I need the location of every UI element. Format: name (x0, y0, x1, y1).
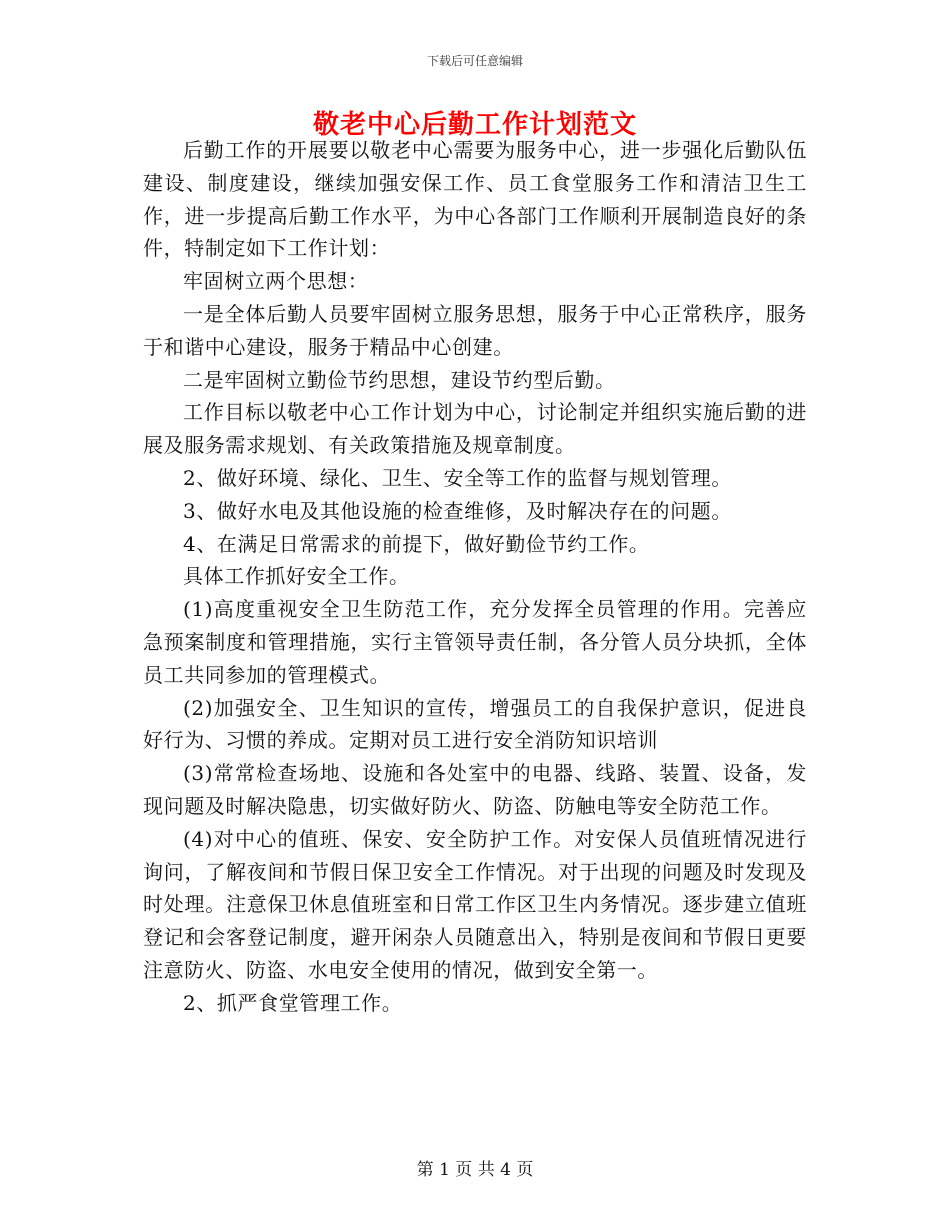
paragraph: (3)常常检查场地、设施和各处室中的电器、线路、装置、设备，发现问题及时解决隐患，切实做好防火、防盗、防触电等安全防范工作。 (143, 761, 807, 818)
paragraph: 工作目标以敬老中心工作计划为中心，讨论制定并组织实施后勤的进展及服务需求规划、有关政策措施及规章制度。 (143, 400, 807, 458)
paragraph: 后勤工作的开展要以敬老中心需要为服务中心，进一步强化后勤队伍建设、制度建设，继续加强安保工作、员工食堂服务工作和清洁卫生工作，进一步提高后勤工作水平，为中心各部门工作顺利开展制造良好的条件，特制定如下工作计划： (143, 138, 807, 261)
paragraph: 牢固树立两个思想： (183, 269, 369, 294)
paragraph: 3、做好水电及其他设施的检查维修，及时解决存在的问题。 (183, 498, 732, 523)
paragraph: (2)加强安全、卫生知识的宣传，增强员工的自我保护意识，促进良好行为、习惯的养成。定期对员工进行安全消防知识培训 (143, 695, 807, 753)
paragraph: 一是全体后勤人员要牢固树立服务思想，服务于中心正常秩序，服务于和谐中心建设，服务于精品中心创建。 (143, 301, 807, 359)
page-footer: 第 1 页 共 4 页 (416, 1160, 534, 1180)
header-note: 下载后可任意编辑 (426, 54, 523, 68)
document-title: 敬老中心后勤工作计划范文 (312, 110, 637, 140)
paragraph: 2、做好环境、绿化、卫生、安全等工作的监督与规划管理。 (183, 465, 732, 490)
paragraph: 4、在满足日常需求的前提下，做好勤俭节约工作。 (183, 531, 650, 556)
paragraph: 二是牢固树立勤俭节约思想，建设节约型后勤。 (183, 367, 616, 392)
paragraph: (1)高度重视安全卫生防范工作，充分发挥全员管理的作用。完善应急预案制度和管理措施，实行主管领导责任制，各分管人员分块抓，全体员工共同参加的管理模式。 (143, 597, 807, 687)
paragraph: (4)对中心的值班、保安、安全防护工作。对安保人员值班情况进行询问，了解夜间和节假日保卫安全工作情况。对于出现的问题及时发现及时处理。注意保卫休息值班室和日常工作区卫生内务情况。逐步建立值班登记和会客登记制度，避开闲杂人员随意出入，特别是夜间和节假日更要注意防火、防盗、水电安全使用的情况，做到安全第一。 (143, 826, 807, 982)
paragraph: 2、抓严食堂管理工作。 (183, 990, 403, 1015)
paragraph: 具体工作抓好安全工作。 (183, 564, 410, 589)
document-body (143, 134, 807, 1020)
